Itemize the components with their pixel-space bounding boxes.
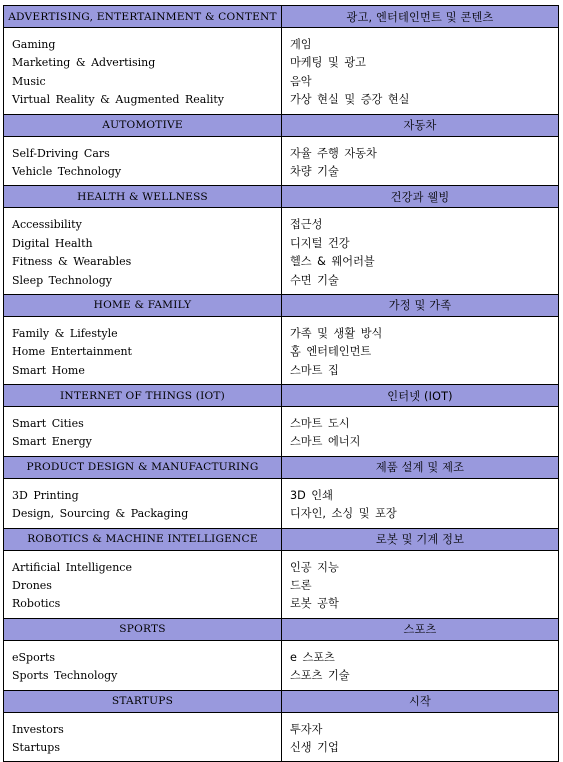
korean-item: 자율 주행 자동차 (290, 146, 377, 160)
english-items-cell (4, 640, 282, 690)
section-header-row-automotive (4, 114, 559, 136)
english-item: eSports (12, 650, 56, 664)
korean-item: 마케팅 및 광고 (290, 56, 366, 70)
korean-item: 신생 기업 (290, 740, 339, 754)
korean-item: 스마트 집 (290, 363, 339, 377)
section-header-row-product-design-manufacturing (4, 456, 559, 478)
english-item: Marketing & Advertising (12, 56, 156, 70)
english-item: Startups (12, 740, 60, 754)
section-header-english: PRODUCT DESIGN & MANUFACTURING (4, 456, 282, 478)
english-item: Gaming (12, 38, 56, 51)
korean-item: 스포츠 기술 (290, 669, 350, 683)
section-header-row-sports (4, 618, 559, 640)
korean-item: 가상 현실 및 증강 현실 (290, 93, 410, 107)
korean-item: 차량 기술 (290, 164, 339, 178)
section-header-row-home-family (4, 294, 559, 316)
section-header-row-robotics-machine-intelligence (4, 528, 559, 550)
english-item: Smart Cities (12, 417, 84, 431)
english-item: 3D Printing (12, 488, 79, 502)
english-item: Accessibility (12, 218, 82, 232)
english-item: Virtual Reality & Augmented Reality (12, 93, 224, 107)
section-header-korean: 제품 설계 및 제조 (282, 456, 559, 478)
section-items-row-automotive (4, 136, 559, 186)
section-items-row-health-wellness (4, 208, 559, 295)
section-header-english: HOME & FAMILY (4, 294, 282, 316)
korean-items-cell (282, 316, 559, 384)
english-item: Robotics (12, 597, 61, 611)
section-header-korean: 로봇 및 기계 정보 (282, 528, 559, 550)
korean-item: 접근성 (290, 218, 323, 232)
korean-items-cell (282, 28, 559, 115)
korean-items-cell (282, 136, 559, 186)
english-item: Family & Lifestyle (12, 326, 118, 340)
english-items-cell (4, 550, 282, 618)
korean-items-cell (282, 712, 559, 762)
english-item: Fitness & Wearables (12, 255, 132, 269)
english-item: Music (12, 74, 46, 88)
section-items-row-startups (4, 712, 559, 762)
korean-items-cell (282, 208, 559, 295)
category-translation-table (3, 5, 559, 762)
english-item: Digital Health (12, 236, 93, 250)
korean-item: 디자인, 소싱 및 포장 (290, 507, 397, 521)
section-items-row-sports (4, 640, 559, 690)
english-item: Investors (12, 722, 64, 736)
section-header-english: SPORTS (4, 618, 282, 640)
section-header-korean: 광고, 엔터테인먼트 및 콘텐츠 (282, 6, 559, 28)
section-header-korean: 스포츠 (282, 618, 559, 640)
english-items-cell (4, 28, 282, 115)
section-header-row-health-wellness (4, 186, 559, 208)
section-header-korean: 건강과 웰빙 (282, 186, 559, 208)
korean-item: 헬스 & 웨어러블 (290, 255, 375, 269)
section-items-row-home-family (4, 316, 559, 384)
korean-items-cell (282, 640, 559, 690)
section-items-row-advertising-entertainment-content (4, 28, 559, 115)
english-items-cell (4, 136, 282, 186)
korean-items-cell (282, 407, 559, 457)
section-header-english: HEALTH & WELLNESS (4, 186, 282, 208)
english-item: Home Entertainment (12, 345, 132, 359)
korean-items-cell (282, 550, 559, 618)
korean-item: 인공 지능 (290, 560, 339, 574)
english-items-cell (4, 316, 282, 384)
section-header-korean: 시작 (282, 690, 559, 712)
english-item: Self-Driving Cars (12, 146, 110, 160)
korean-item: 가족 및 생활 방식 (290, 326, 383, 340)
section-header-korean: 인터넷 (IOT) (282, 385, 559, 407)
english-item: Design, Sourcing & Packaging (12, 507, 189, 521)
section-header-english: ADVERTISING, ENTERTAINMENT & CONTENT (4, 6, 282, 28)
section-items-row-internet-of-things-iot (4, 407, 559, 457)
english-item: Artificial Intelligence (12, 560, 132, 574)
korean-item: 3D 인쇄 (290, 488, 333, 502)
korean-items-cell (282, 478, 559, 528)
english-items-cell (4, 407, 282, 457)
english-item: Vehicle Technology (12, 164, 122, 178)
korean-item: 게임 (290, 38, 312, 51)
korean-item: 드론 (290, 579, 312, 593)
korean-item: 스마트 도시 (290, 417, 350, 431)
section-header-korean: 자동차 (282, 114, 559, 136)
korean-item: e 스포츠 (290, 650, 335, 664)
english-items-cell (4, 208, 282, 295)
english-items-cell (4, 478, 282, 528)
english-item: Sleep Technology (12, 273, 112, 287)
section-header-korean: 가정 및 가족 (282, 294, 559, 316)
table-body (4, 6, 559, 762)
section-header-row-internet-of-things-iot (4, 385, 559, 407)
section-header-english: STARTUPS (4, 690, 282, 712)
english-item: Smart Home (12, 363, 85, 377)
korean-item: 디지털 건강 (290, 236, 350, 250)
english-item: Sports Technology (12, 669, 118, 683)
section-items-row-robotics-machine-intelligence (4, 550, 559, 618)
english-item: Smart Energy (12, 435, 92, 449)
korean-item: 홈 엔터테인먼트 (290, 345, 372, 359)
section-header-row-advertising-entertainment-content (4, 6, 559, 28)
korean-item: 로봇 공학 (290, 597, 339, 611)
section-header-english: INTERNET OF THINGS (IOT) (4, 385, 282, 407)
section-header-english: AUTOMOTIVE (4, 114, 282, 136)
korean-item: 수면 기술 (290, 273, 339, 287)
section-items-row-product-design-manufacturing (4, 478, 559, 528)
english-item: Drones (12, 579, 52, 593)
korean-item: 투자자 (290, 722, 323, 736)
section-header-english: ROBOTICS & MACHINE INTELLIGENCE (4, 528, 282, 550)
section-header-row-startups (4, 690, 559, 712)
korean-item: 스마트 에너지 (290, 435, 361, 449)
english-items-cell (4, 712, 282, 762)
korean-item: 음악 (290, 74, 312, 88)
